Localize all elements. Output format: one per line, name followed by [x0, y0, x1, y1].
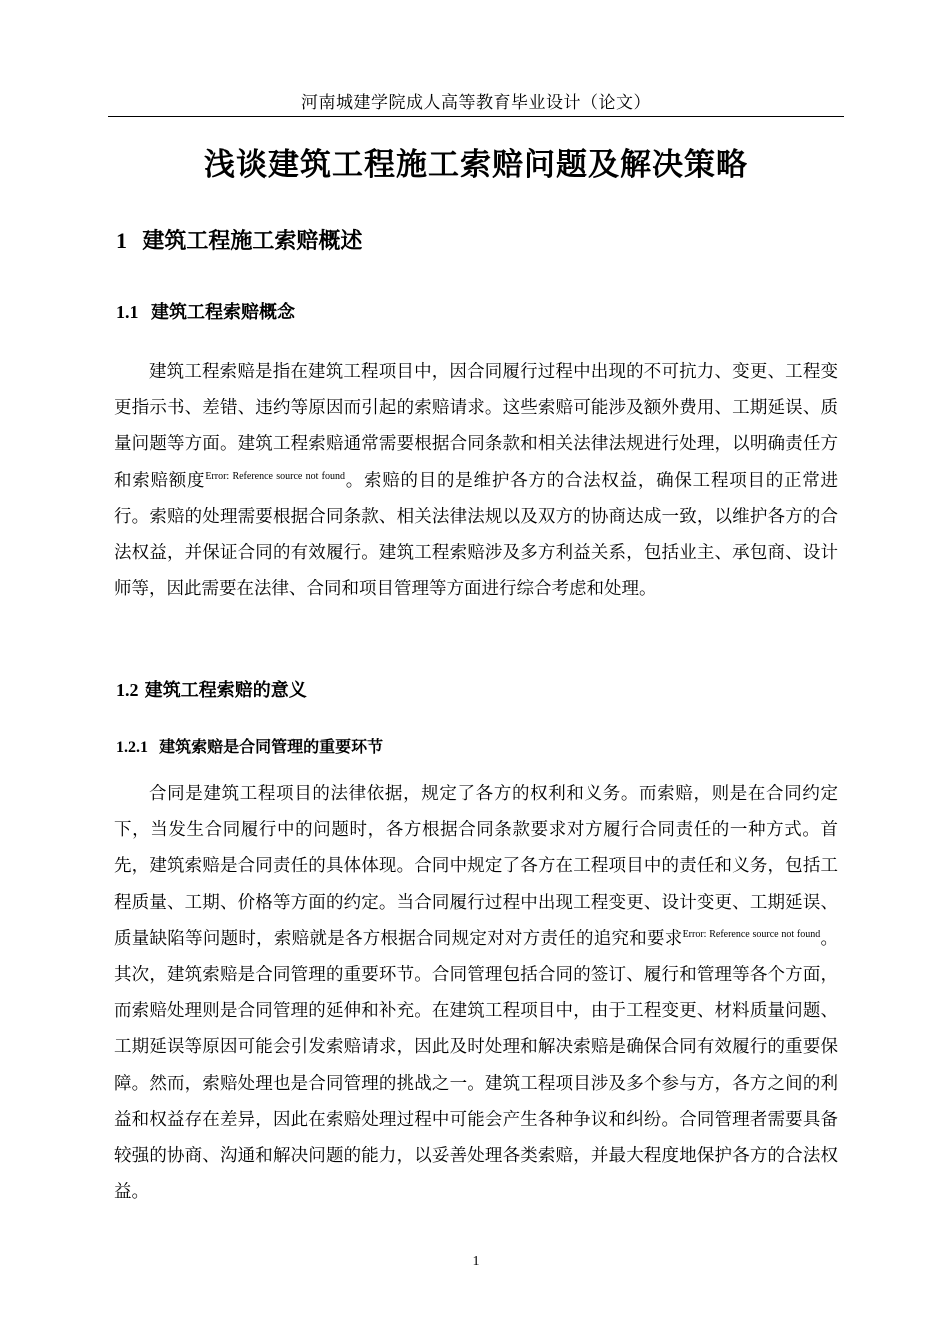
section-heading-1-1 — [116, 298, 295, 327]
section-title: 建筑工程索赔概念 — [151, 302, 296, 323]
section-heading-1-2-1 — [116, 734, 383, 761]
section-number: 1.2 — [116, 680, 139, 700]
section-number: 1 — [116, 228, 127, 253]
document-title: 浅谈建筑工程施工索赔问题及解决策略 — [204, 147, 748, 183]
paragraph-text: 。其次，建筑索赔是合同管理的重要环节。合同管理包括合同的签订、履行和管理等各个方面，而索赔处理则是合同管理的延伸和补充。在建筑工程项目中，由于工程变更、材料质量问题、工期延误等原因可能会引发索赔请求，因此及时处理和解决索赔是确保合同有效履行的重要保障。然而，索赔处理也是合同管理的挑战之一。建筑工程项目涉及多个参与方，各方之间的利益和权益存在差异，因此在索赔处理过程中可能会产生各种争议和纠纷。合同管理者需要具备较强的协商、沟通和解决问题的能力，以妥善处理各类索赔，并最大程度地保护各方的合法权益。 — [114, 928, 839, 1203]
paragraph-text: 合同是建筑工程项目的法律依据，规定了各方的权利和义务。而索赔，则是在合同约定下，当发生合同履行中的问题时，各方根据合同条款要求对方履行合同责任的一种方式。首先，建筑索赔是合同责任的具体体现。合同中规定了各方在工程项目中的责任和义务，包括工程质量、工期、价格等方面的约定。当合同履行过程中出现工程变更、设计变更、工期延误、质量缺陷等问题时，索赔就是各方根据合同规定对对方责任的追究和要求 — [114, 784, 838, 949]
paragraph-text: 。索赔的目的是维护各方的合法权益，确保工程项目的正常进行。索赔的处理需要根据合同条款、相关法律法规以及双方的协商达成一致，以维护各方的合法权益，并保证合同的有效履行。建筑工程索赔涉及多方利益关系，包括业主、承包商、设计师等，因此需要在法律、合同和项目管理等方面进行综合考虑和处理。 — [114, 470, 839, 600]
section-title: 建筑工程施工索赔概述 — [142, 229, 363, 254]
reference-error: Error: Reference source not found — [205, 470, 345, 482]
paragraph-1-1 — [114, 354, 838, 607]
section-heading-1-2 — [116, 676, 307, 705]
section-title: 建筑工程索赔的意义 — [144, 680, 307, 701]
paragraph-text: 建筑工程索赔是指在建筑工程项目中，因合同履行过程中出现的不可抗力、变更、工程变更指示书、差错、违约等原因而引起的索赔请求。这些索赔可能涉及额外费用、工期延误、质量问题等方面。建筑工程索赔通常需要根据合同条款和相关法律法规进行处理，以明确责任方和索赔额度 — [114, 362, 838, 491]
section-title: 建筑索赔是合同管理的重要环节 — [159, 737, 384, 756]
section-number: 1.1 — [116, 302, 139, 322]
header-rule — [108, 116, 844, 117]
reference-error: Error: Reference source not found — [682, 928, 821, 940]
page-number: 1 — [472, 1254, 480, 1269]
section-heading-1 — [116, 224, 362, 259]
running-header: 河南城建学院成人高等教育毕业设计（论文） — [301, 93, 651, 113]
paragraph-1-2-1 — [114, 776, 838, 1210]
section-number: 1.2.1 — [116, 739, 148, 756]
